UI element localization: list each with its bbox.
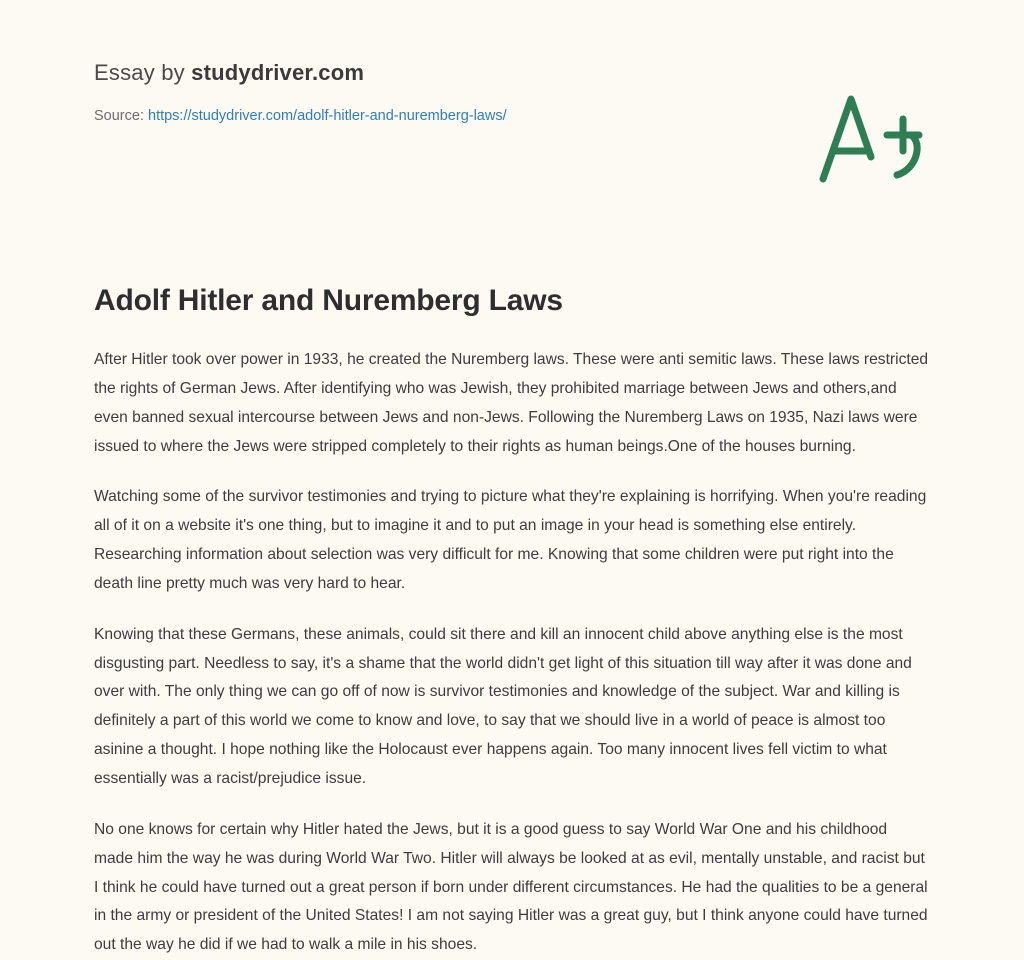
document-header [94,60,930,124]
paragraph: After Hitler took over power in 1933, he created the Nuremberg laws. These were anti semitic laws. These laws restricted the rights of German Jews. After identifying who was Jewish, they prohibited marriage between Jews and others,and even banned sexual intercourse between Jews and non-Jews. Following the Nuremberg Laws on 1935, Nazi laws were issued to where the Jews were stripped completely to their rights as human beings.One of the houses burning. [94,351,929,455]
source-label: Source: [94,108,148,124]
paragraph: Knowing that these Germans, these animals, could sit there and kill an innocent child above anything else is the most disgusting part. Needless to say, it's a shame that the world didn't get light of this situation till way after it was done and over with. The only thing we can go off of now is survivor testimonies and knowledge of the subject. War and killing is definitely a part of this world we come to know and love, to say that we should live in a world of peace is almost too asinine a thought. I hope nothing like the Holocaust ever happens again. Too many innocent lives fell victim to what essentially was a racist/prejudice issue. [94,625,912,787]
source-url-link[interactable]: https://studydriver.com/adolf-hitler-and-nuremberg-laws/ [148,108,507,124]
article-body [94,346,930,960]
paragraph: No one knows for certain why Hitler hated the Jews, but it is a good guess to say World War One and his childhood made him the way he was during World War Two. Hitler will always be looked at as evil, mentally unstable, and racist but I think he could have turned out a great person if born under different circumstances. He had the qualities to be a general in the army or president of the United States! I am not saying Hitler was a great guy, but I think anyone could have turned out the way he did if we had to walk a mile in his shoes. [94,820,928,954]
essay-by-prefix: Essay by [94,60,192,85]
brand-name: studydriver.com [191,60,365,85]
page-title: Adolf Hitler and Nuremberg Laws [94,284,563,317]
source-line [94,108,930,124]
studydriver-logo [810,82,930,192]
paragraph: Watching some of the survivor testimonies and trying to picture what they're explaining is horrifying. When you're reading all of it on a website it's one thing, but to imagine it and to put an image in your head is something else entirely. Researching information about selection was very difficult for me. Knowing that some children were put right into the death line pretty much was very hard to hear. [94,488,927,592]
essay-byline [94,60,930,86]
